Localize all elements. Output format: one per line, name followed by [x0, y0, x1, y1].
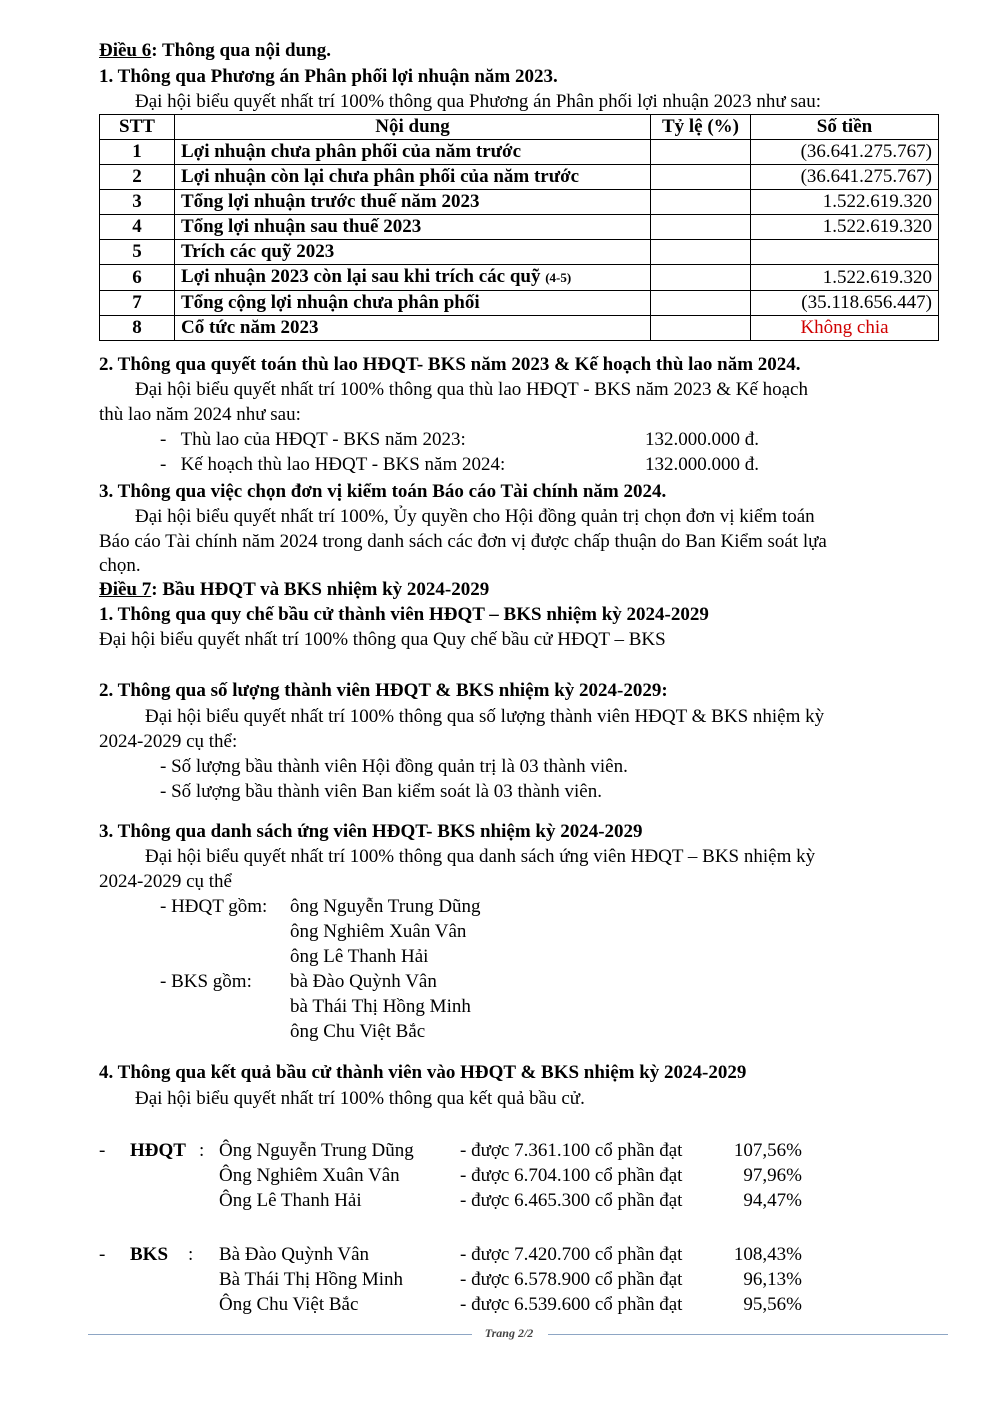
result-name: Ông Lê Thanh Hải — [219, 1190, 362, 1211]
row-stt: 2 — [100, 165, 175, 190]
dieu6-section3-body-3: chọn. — [99, 555, 141, 576]
row-stt: 4 — [100, 215, 175, 240]
dieu6-section2-title: 2. Thông qua quyết toán thù lao HĐQT- BKS năm 2023 & Kế hoạch thù lao năm 2024. — [99, 354, 801, 375]
dieu7-heading: Điều 7: Bầu HĐQT và BKS nhiệm kỳ 2024-2029 — [99, 579, 490, 600]
row-amount: (35.118.656.447) — [751, 291, 939, 316]
result-percent: 97,96% — [743, 1165, 802, 1186]
row-stt: 7 — [100, 291, 175, 316]
candidate-name: ông Chu Việt Bắc — [290, 1021, 426, 1042]
remuneration-value: 132.000.000 đ. — [645, 429, 759, 450]
table-row — [100, 165, 939, 190]
table-row — [100, 240, 939, 265]
row-note: (4-5) — [545, 270, 572, 285]
row-content: Tổng cộng lợi nhuận chưa phân phối — [175, 291, 651, 316]
row-content: Tổng lợi nhuận trước thuế năm 2023 — [175, 190, 651, 215]
result-name: Bà Đào Quỳnh Vân — [219, 1244, 370, 1265]
row-amount: (36.641.275.767) — [751, 165, 939, 190]
result-votes: - được 6.539.600 cổ phần đạt — [460, 1294, 683, 1315]
dieu7-section1-body: Đại hội biểu quyết nhất trí 100% thông qua Quy chế bầu cử HĐQT – BKS — [99, 629, 666, 650]
result-votes: - được 6.704.100 cổ phần đạt — [460, 1165, 683, 1186]
hdqt-candidates-label: - HĐQT gồm: — [160, 896, 268, 917]
footer-divider-right — [548, 1334, 948, 1335]
result-name: Ông Nguyễn Trung Dũng — [219, 1140, 414, 1161]
profit-distribution-table — [99, 114, 939, 341]
results-hdqt-colon: : — [199, 1140, 205, 1161]
result-percent: 95,56% — [743, 1294, 802, 1315]
remuneration-value: 132.000.000 đ. — [645, 454, 759, 475]
footer-divider-left — [88, 1334, 472, 1335]
row-content: Trích các quỹ 2023 — [175, 240, 651, 265]
dieu7-section3-body-1: Đại hội biểu quyết nhất trí 100% thông qua danh sách ứng viên HĐQT – BKS nhiệm kỳ — [145, 846, 816, 867]
dieu6-section2-body-2: thù lao năm 2024 như sau: — [99, 404, 301, 425]
dieu7-section3-body-2: 2024-2029 cụ thể — [99, 871, 232, 892]
row-stt: 8 — [100, 316, 175, 341]
results-bks-dash: - — [99, 1244, 106, 1265]
row-rate — [651, 190, 751, 215]
result-percent: 96,13% — [743, 1269, 802, 1290]
dieu6-section1-intro: Đại hội biểu quyết nhất trí 100% thông qua Phương án Phân phối lợi nhuận 2023 như sau: — [135, 91, 822, 112]
results-hdqt-label: HĐQT — [130, 1140, 186, 1161]
row-stt: 1 — [100, 140, 175, 165]
dieu6-section1-title: 1. Thông qua Phương án Phân phối lợi nhuận năm 2023. — [99, 66, 558, 87]
header-rate: Tỷ lệ (%) — [651, 115, 751, 140]
candidate-name: bà Thái Thị Hồng Minh — [290, 996, 471, 1017]
row-rate — [651, 215, 751, 240]
header-content: Nội dung — [175, 115, 651, 140]
member-count-item: - Số lượng bầu thành viên Hội đồng quản trị là 03 thành viên. — [160, 756, 628, 777]
dieu7-section2-body-2: 2024-2029 cụ thể: — [99, 731, 238, 752]
row-stt: 6 — [100, 265, 175, 291]
result-name: Ông Chu Việt Bắc — [219, 1294, 359, 1315]
result-votes: - được 6.578.900 cổ phần đạt — [460, 1269, 683, 1290]
header-amount: Số tiền — [751, 115, 939, 140]
result-votes: - được 7.420.700 cổ phần đạt — [460, 1244, 683, 1265]
row-amount-no-dividend: Không chia — [751, 316, 939, 341]
result-percent: 94,47% — [743, 1190, 802, 1211]
table-row — [100, 316, 939, 341]
results-bks-colon: : — [188, 1244, 194, 1265]
result-percent: 107,56% — [733, 1140, 802, 1161]
dieu7-section4-body: Đại hội biểu quyết nhất trí 100% thông qua kết quả bầu cử. — [135, 1088, 585, 1109]
row-rate — [651, 240, 751, 265]
result-name: Ông Nghiêm Xuân Vân — [219, 1165, 400, 1186]
candidate-name: ông Nguyễn Trung Dũng — [290, 896, 481, 917]
page-number: Trang 2/2 — [484, 1326, 534, 1340]
dieu7-section3-title: 3. Thông qua danh sách ứng viên HĐQT- BKS nhiệm kỳ 2024-2029 — [99, 821, 643, 842]
header-stt: STT — [100, 115, 175, 140]
dieu6-section3-body-1: Đại hội biểu quyết nhất trí 100%, Ủy quyền cho Hội đồng quản trị chọn đơn vị kiểm toán — [135, 506, 815, 527]
table-header-row — [100, 115, 939, 140]
row-content: Cổ tức năm 2023 — [175, 316, 651, 341]
dieu6-heading: Điều 6: Thông qua nội dung. — [99, 40, 331, 61]
row-rate — [651, 316, 751, 341]
row-amount: 1.522.619.320 — [751, 190, 939, 215]
dieu6-section3-title: 3. Thông qua việc chọn đơn vị kiểm toán Báo cáo Tài chính năm 2024. — [99, 481, 667, 502]
results-hdqt-dash: - — [99, 1140, 106, 1161]
result-name: Bà Thái Thị Hồng Minh — [219, 1269, 404, 1290]
dieu6-section3-body-2: Báo cáo Tài chính năm 2024 trong danh sách các đơn vị được chấp thuận do Ban Kiểm soát lựa — [99, 531, 827, 552]
results-bks-label: BKS — [130, 1244, 169, 1265]
row-rate — [651, 265, 751, 291]
remuneration-item: - Thù lao của HĐQT - BKS năm 2023: — [160, 429, 466, 450]
bks-candidates-label: - BKS gồm: — [160, 971, 252, 992]
table-row — [100, 291, 939, 316]
result-votes: - được 7.361.100 cổ phần đạt — [460, 1140, 683, 1161]
result-votes: - được 6.465.300 cổ phần đạt — [460, 1190, 683, 1211]
row-rate — [651, 291, 751, 316]
row-amount: 1.522.619.320 — [751, 265, 939, 291]
row-stt: 5 — [100, 240, 175, 265]
result-percent: 108,43% — [733, 1244, 802, 1265]
row-amount: 1.522.619.320 — [751, 215, 939, 240]
remuneration-item: - Kế hoạch thù lao HĐQT - BKS năm 2024: — [160, 454, 506, 475]
row-content: Lợi nhuận 2023 còn lại sau khi trích các quỹ (4-5) — [175, 265, 651, 291]
row-content: Lợi nhuận chưa phân phối của năm trước — [175, 140, 651, 165]
candidate-name: bà Đào Quỳnh Vân — [290, 971, 437, 992]
row-rate — [651, 140, 751, 165]
candidate-name: ông Lê Thanh Hải — [290, 946, 429, 967]
dieu7-section4-title: 4. Thông qua kết quả bầu cử thành viên vào HĐQT & BKS nhiệm kỳ 2024-2029 — [99, 1062, 747, 1083]
candidate-name: ông Nghiêm Xuân Vân — [290, 921, 467, 942]
dieu7-section2-body-1: Đại hội biểu quyết nhất trí 100% thông qua số lượng thành viên HĐQT & BKS nhiệm kỳ — [145, 706, 825, 727]
row-stt: 3 — [100, 190, 175, 215]
row-content: Lợi nhuận còn lại chưa phân phối của năm trước — [175, 165, 651, 190]
table-row — [100, 140, 939, 165]
dieu6-section2-body-1: Đại hội biểu quyết nhất trí 100% thông qua thù lao HĐQT - BKS năm 2023 & Kế hoạch — [135, 379, 808, 400]
row-amount — [751, 240, 939, 265]
row-rate — [651, 165, 751, 190]
dieu7-section2-title: 2. Thông qua số lượng thành viên HĐQT & BKS nhiệm kỳ 2024-2029: — [99, 680, 668, 701]
table-row — [100, 190, 939, 215]
row-amount: (36.641.275.767) — [751, 140, 939, 165]
dieu7-section1-title: 1. Thông qua quy chế bầu cử thành viên HĐQT – BKS nhiệm kỳ 2024-2029 — [99, 604, 709, 625]
member-count-item: - Số lượng bầu thành viên Ban kiểm soát là 03 thành viên. — [160, 781, 602, 802]
row-content: Tổng lợi nhuận sau thuế 2023 — [175, 215, 651, 240]
table-row — [100, 265, 939, 291]
table-row — [100, 215, 939, 240]
